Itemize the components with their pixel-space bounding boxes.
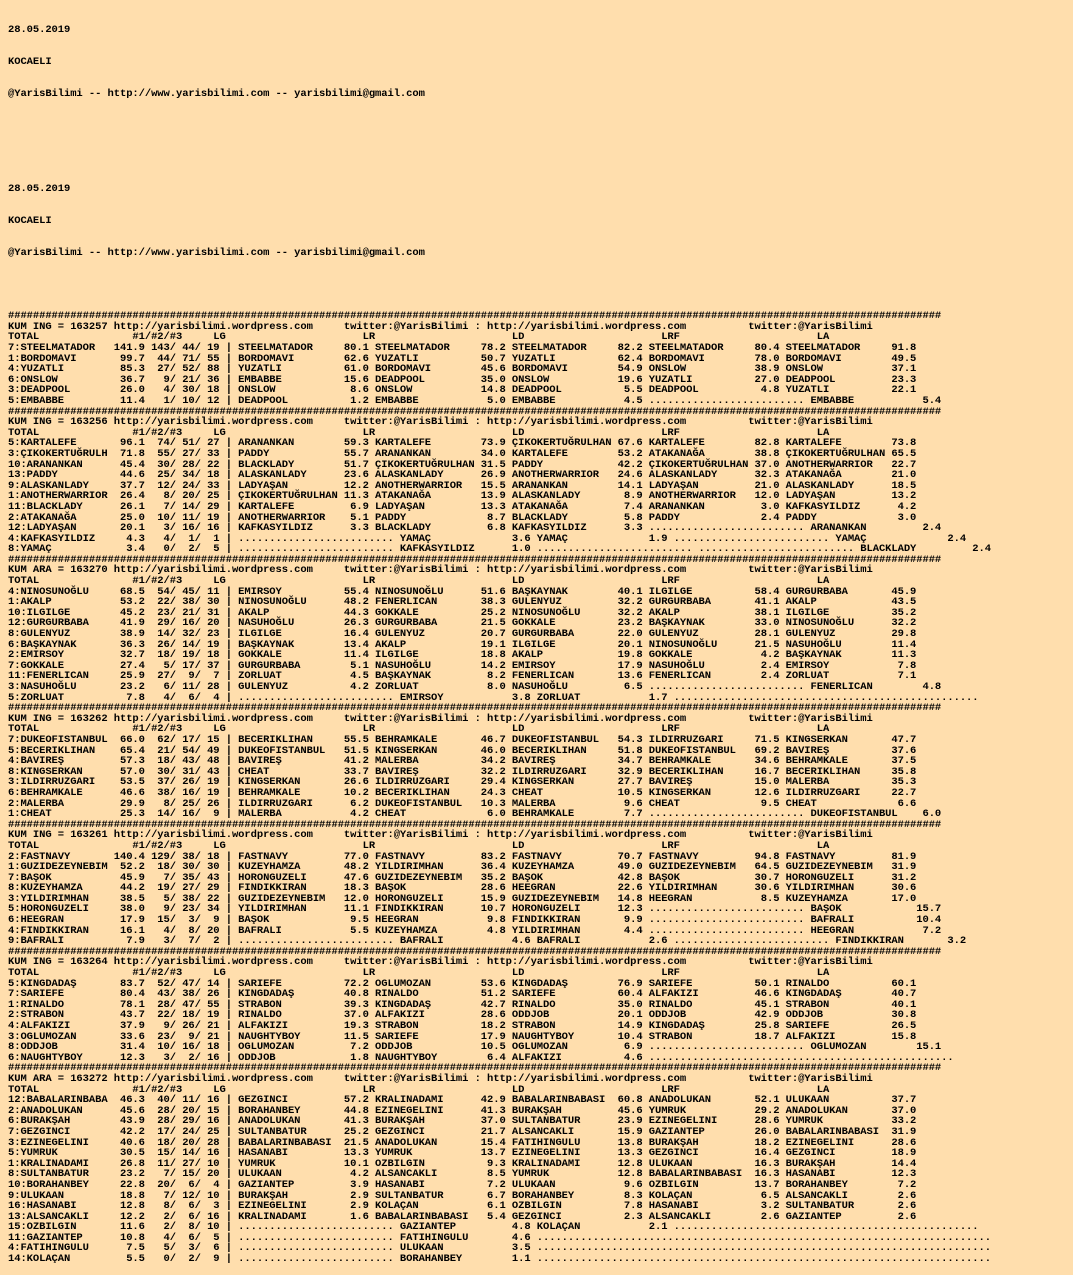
section-separator: ######################################################################################################################################################: [8, 1062, 942, 1075]
horse-row: 2:ATAKANAĞA 25.0 10/ 11/ 19 | ANOTHERWARRIOR 5.1 PADDY 8.7 BLACKLADY 5.8 PADDY 2.4 PADDY 3.0: [8, 511, 917, 524]
horse-row: 8:ODDJOB 31.4 10/ 16/ 18 | OGLUMOZAN 7.2 ODDJOB 10.5 OGLUMOZAN 6.9 ......................... OGLUMOZAN 15.1: [8, 1041, 942, 1054]
section-title: KUM ING = 163264 http://yarisbilimi.wordpress.com twitter:@YarisBilimi : http://yarisbilimi.wordpress.com twitter:@YarisBilimi: [8, 956, 873, 969]
horse-row: 7:GOKKALE 27.4 5/ 17/ 37 | GURGURBABA 5.1 NASUHOĞLU 14.2 EMIRSOY 17.9 NASUHOĞLU 2.4 EMIRSOY 7.8: [8, 659, 917, 672]
horse-row: 1:ANOTHERWARRIOR 26.4 8/ 20/ 25 | ÇIKOKERTUĞRULHAN 11.3 ATAKANAĞA 13.9 ALASKANLADY 8.9 ANOTHERWARRIOR 12.0 LADYAŞAN 13.2: [8, 490, 917, 503]
horse-row: 3:DEADPOOL 26.0 4/ 30/ 18 | ONSLOW 8.6 ONSLOW 14.8 DEADPOOL 5.5 DEADPOOL 4.8 YUZATLI 22.1: [8, 384, 917, 397]
horse-row: 14:KOLAÇAN 5.5 0/ 2/ 9 | ......................... BORAHANBEY 1.1 .........................................................................: [8, 1253, 991, 1266]
horse-row: 6:BURAKŞAH 43.9 28/ 29/ 16 | ANADOLUKAN 41.3 BURAKŞAH 37.0 SULTANBATUR 23.9 EZINEGELINI 28.6 YUMRUK 33.2: [8, 1115, 917, 1128]
race-section: [8, 311, 1073, 406]
horse-row: 5:EMBABBE 11.4 1/ 10/ 12 | DEADPOOL 1.2 EMBABBE 5.0 EMBABBE 4.5 ......................... EMBABBE 5.4: [8, 394, 942, 407]
horse-row: 13:ALSANCAKLI 12.2 2/ 6/ 16 | KRALINADAMI 1.6 BABALARINBABASI 5.4 GEZGINCI 2.3 ALSANCAKLI 2.6 GAZIANTEP 2.6: [8, 1210, 917, 1223]
horse-row: 13:PADDY 44.6 25/ 34/ 18 | ALASKANLADY 23.6 ALASKANLADY 26.9 ANOTHERWARRIOR 24.6 ALASKANLADY 32.3 ATAKANAĞA 21.0: [8, 469, 917, 482]
horse-row: 10:ARANANKAN 45.4 30/ 28/ 22 | BLACKLADY 51.7 ÇIKOKERTUĞRULHAN 31.5 PADDY 42.2 ÇIKOKERTUĞRULHAN 37.0 ANOTHERWARRIOR 22.7: [8, 458, 917, 471]
horse-row: 3:YILDIRIMHAN 38.5 5/ 38/ 22 | GUZIDEZEYNEBIM 12.0 HORONGUZELI 15.9 GUZIDEZEYNEBIM 14.8 HEEGRAN 8.5 KUZEYHAMZA 17.0: [8, 892, 917, 905]
horse-row: 8:GULENYUZ 38.9 14/ 32/ 23 | ILGILGE 16.4 GULENYUZ 20.7 GURGURBABA 22.0 GULENYUZ 28.1 GULENYUZ 29.8: [8, 628, 917, 641]
horse-row: 5:ZORLUAT 7.8 4/ 6/ 4 | ......................... EMIRSOY 3.8 ZORLUAT 1.7 .................................................: [8, 691, 979, 704]
report-date: 28.05.2019: [8, 24, 71, 37]
section-title: KUM ARA = 163272 http://yarisbilimi.wordpress.com twitter:@YarisBilimi : http://yarisbilimi.wordpress.com twitter:@YarisBilimi: [8, 1072, 873, 1085]
report-city: KOCAELI: [8, 55, 52, 68]
horse-row: 15:OZBILGIN 11.6 2/ 8/ 10 | ......................... GAZIANTEP 4.8 KOLAÇAN 2.1 .................................................: [8, 1221, 979, 1234]
horse-row: 16:HASANABI 12.8 8/ 6/ 3 | EZINEGELINI 2.9 KOLAÇAN 6.1 OZBILGIN 7.8 HASANABI 3.2 SULTANBATUR 2.6: [8, 1200, 917, 1213]
race-section: [8, 407, 1073, 555]
horse-row: 11:BLACKLADY 26.1 7/ 14/ 29 | KARTALEFE 6.9 LADYAŞAN 13.3 ATAKANAĞA 7.4 ARANANKAN 3.0 KAFKASYILDIZ 4.2: [8, 500, 917, 513]
horse-row: 12:BABALARINBABA 46.3 40/ 11/ 16 | GEZGINCI 57.2 KRALINADAMI 42.9 BABALARINBABASI 60.8 ANADOLUKAN 52.1 ULUKAAN 37.7: [8, 1094, 917, 1107]
race-section: [8, 1063, 1073, 1264]
section-title: KUM ING = 163261 http://yarisbilimi.wordpress.com twitter:@YarisBilimi : http://yarisbilimi.wordpress.com twitter:@YarisBilimi: [8, 829, 873, 842]
section-separator: ######################################################################################################################################################: [8, 553, 942, 566]
horse-row: 4:BAVIREŞ 57.3 18/ 43/ 48 | BAVIREŞ 41.2 MALERBA 34.2 BAVIREŞ 34.7 BEHRAMKALE 34.6 BEHRAMKALE 37.5: [8, 755, 917, 768]
horse-row: 7:SARIEFE 80.4 43/ 38/ 26 | KINGDADAŞ 40.8 RINALDO 51.2 SARIEFE 60.4 ALFAKIZI 46.6 KINGDADAŞ 40.7: [8, 988, 917, 1001]
horse-row: 6:NAUGHTYBOY 12.3 3/ 2/ 16 | ODDJOB 1.8 NAUGHTYBOY 6.4 ALFAKIZI 4.6 .................................................: [8, 1051, 954, 1064]
horse-row: 5:YUMRUK 30.5 15/ 14/ 16 | HASANABI 13.3 YUMRUK 13.7 EZINEGELINI 13.3 GEZGINCI 16.4 GEZGINCI 18.9: [8, 1147, 917, 1160]
column-header: TOTAL #1/#2/#3 LG LR LD LRF LA: [8, 839, 830, 852]
horse-row: 7:GEZGINCI 42.2 17/ 24/ 25 | SULTANBATUR 25.2 GEZGINCI 21.7 ALSANCAKLI 15.9 GAZIANTEP 26.0 BABALARINBABASI 31.9: [8, 1125, 917, 1138]
report-contact-repeat: @YarisBilimi -- http://www.yarisbilimi.com -- yarisbilimi@gmail.com: [8, 246, 425, 259]
section-separator: ######################################################################################################################################################: [8, 405, 942, 418]
horse-row: 6:BEHRAMKALE 46.6 38/ 16/ 19 | BEHRAMKALE 10.2 BECERIKLIHAN 24.3 CHEAT 10.5 KINGSERKAN 12.6 ILDIRRUZGARI 22.7: [8, 786, 917, 799]
horse-row: 2:EMIRSOY 32.7 18/ 19/ 18 | GOKKALE 11.4 ILGILGE 18.8 AKALP 19.8 GOKKALE 4.2 BAŞKAYNAK 11.3: [8, 649, 917, 662]
section-separator: ######################################################################################################################################################: [8, 702, 942, 715]
horse-row: 4:KAFKASYILDIZ 4.3 4/ 1/ 1 | ......................... YAMAÇ 3.6 YAMAÇ 1.9 ......................... YAMAÇ 2.4: [8, 532, 967, 545]
horse-row: 3:ILDIRRUZGARI 53.5 37/ 26/ 19 | KINGSERKAN 26.6 ILDIRRUZGARI 29.4 KINGSERKAN 27.7 BAVIREŞ 15.0 MALERBA 35.3: [8, 776, 917, 789]
horse-row: 2:FASTNAVY 140.4 129/ 38/ 18 | FASTNAVY 77.0 FASTNAVY 83.2 FASTNAVY 70.7 FASTNAVY 94.8 FASTNAVY 81.9: [8, 850, 917, 863]
horse-row: 5:HORONGUZELI 38.0 9/ 23/ 34 | YILDIRIMHAN 11.1 FINDIKKIRAN 10.7 HORONGUZELI 12.3 ......................... BAŞOK 15.7: [8, 903, 942, 916]
spacer: [8, 279, 1073, 290]
horse-row: 9:ALASKANLADY 37.7 12/ 24/ 33 | LADYAŞAN 12.2 ANOTHERWARRIOR 15.5 ARANANKAN 14.1 LADYAŞAN 21.0 ALASKANLADY 18.5: [8, 479, 917, 492]
horse-row: 1:CHEAT 25.3 14/ 16/ 9 | MALERBA 4.2 CHEAT 6.0 BEHRAMKALE 7.7 ......................... DUKEOFISTANBUL 6.0: [8, 808, 942, 821]
horse-row: 1:AKALP 53.2 22/ 38/ 30 | NINOSUNOĞLU 48.2 FENERLICAN 38.3 GULENYUZ 32.2 GURGURBABA 41.1 AKALP 43.5: [8, 596, 917, 609]
horse-row: 1:GUZIDEZEYNEBIM 52.2 18/ 30/ 30 | KUZEYHAMZA 48.2 YILDIRIMHAN 36.4 KUZEYHAMZA 49.0 GUZIDEZEYNEBIM 64.5 GUZIDEZEYNEBIM 31.9: [8, 861, 917, 874]
section-separator: ######################################################################################################################################################: [8, 310, 942, 323]
horse-row: 5:KARTALEFE 96.1 74/ 51/ 27 | ARANANKAN 59.3 KARTALEFE 73.9 ÇIKOKERTUĞRULHAN 67.6 KARTALEFE 82.8 KARTALEFE 73.8: [8, 437, 917, 450]
column-header: TOTAL #1/#2/#3 LG LR LD LRF LA: [8, 426, 830, 439]
race-section: [8, 703, 1073, 820]
horse-row: 5:BECERIKLIHAN 65.4 21/ 54/ 49 | DUKEOFISTANBUL 51.5 KINGSERKAN 46.0 BECERIKLIHAN 51.8 DUKEOFISTANBUL 69.2 BAVIREŞ 37.6: [8, 744, 917, 757]
horse-row: 8:SULTANBATUR 23.2 7/ 15/ 20 | ULUKAAN 4.2 ALSANCAKLI 8.5 YUMRUK 12.8 BABALARINBABASI 16.3 HASANABI 12.3: [8, 1168, 917, 1181]
column-header: TOTAL #1/#2/#3 LG LR LD LRF LA: [8, 575, 830, 588]
horse-row: 1:BORDOMAVI 99.7 44/ 71/ 55 | BORDOMAVI 62.6 YUZATLI 50.7 YUZATLI 62.4 BORDOMAVI 78.0 BORDOMAVI 49.5: [8, 352, 917, 365]
horse-row: 11:GAZIANTEP 10.8 4/ 6/ 5 | ......................... FATIHINGULU 4.6 .........................................................................: [8, 1231, 991, 1244]
race-section: [8, 947, 1073, 1064]
horse-row: 3:OGLUMOZAN 33.6 23/ 9/ 21 | NAUGHTYBOY 11.5 SARIEFE 17.9 NAUGHTYBOY 10.4 STRABON 18.7 ALFAKIZI 15.8: [8, 1030, 917, 1043]
horse-row: 6:HEEGRAN 17.9 15/ 3/ 9 | BAŞOK 9.5 HEEGRAN 9.8 FINDIKKIRAN 9.9 ......................... BAFRALI 10.4: [8, 914, 942, 927]
report-city-repeat: KOCAELI: [8, 214, 52, 227]
horse-row: 8:KUZEYHAMZA 44.2 19/ 27/ 29 | FINDIKKIRAN 18.3 BAŞOK 28.6 HEEGRAN 22.6 YILDIRIMHAN 30.6 YILDIRIMHAN 30.6: [8, 882, 917, 895]
horse-row: 1:KRALINADAMI 26.8 11/ 27/ 10 | YUMRUK 10.1 OZBILGIN 9.3 KRALINADAMI 12.8 ULUKAAN 16.3 BURAKŞAH 14.4: [8, 1157, 917, 1170]
horse-row: 3:EZINEGELINI 40.6 18/ 20/ 28 | BABALARINBABASI 21.5 ANADOLUKAN 15.4 FATIHINGULU 13.8 BURAKŞAH 18.2 EZINEGELINI 28.6: [8, 1136, 917, 1149]
race-section: [8, 820, 1073, 947]
section-title: KUM ARA = 163270 http://yarisbilimi.wordpress.com twitter:@YarisBilimi : http://yarisbilimi.wordpress.com twitter:@YarisBilimi: [8, 564, 873, 577]
horse-row: 2:MALERBA 29.9 8/ 25/ 26 | ILDIRRUZGARI 6.2 DUKEOFISTANBUL 10.3 MALERBA 9.6 CHEAT 9.5 CHEAT 6.6: [8, 797, 917, 810]
horse-row: 8:KINGSERKAN 57.0 30/ 31/ 43 | CHEAT 33.7 BAVIREŞ 32.2 ILDIRRUZGARI 32.9 BECERIKLIHAN 16.7 BECERIKLIHAN 35.8: [8, 765, 917, 778]
horse-row: 2:STRABON 43.7 22/ 18/ 19 | RINALDO 37.0 ALFAKIZI 28.6 ODDJOB 20.1 ODDJOB 42.9 ODDJOB 30.8: [8, 1009, 917, 1022]
horse-row: 9:ULUKAAN 18.8 7/ 12/ 10 | BURAKŞAH 2.9 SULTANBATUR 6.7 BORAHANBEY 8.3 KOLAÇAN 6.5 ALSANCAKLI 2.6: [8, 1189, 917, 1202]
column-header: TOTAL #1/#2/#3 LG LR LD LRF LA: [8, 723, 830, 736]
race-section: [8, 555, 1073, 703]
horse-row: 10:BORAHANBEY 22.8 20/ 6/ 4 | GAZIANTEP 3.9 HASANABI 7.2 ULUKAAN 9.6 OZBILGIN 13.7 BORAHANBEY 7.2: [8, 1178, 917, 1191]
spacer: [8, 121, 1073, 132]
horse-row: 5:KINGDADAŞ 83.7 52/ 47/ 14 | SARIEFE 72.2 OGLUMOZAN 53.6 KINGDADAŞ 76.9 SARIEFE 50.1 RINALDO 60.1: [8, 977, 917, 990]
horse-row: 4:NINOSUNOĞLU 68.5 54/ 45/ 11 | EMIRSOY 55.4 NINOSUNOĞLU 51.6 BAŞKAYNAK 40.1 ILGILGE 58.4 GURGURBABA 45.9: [8, 585, 917, 598]
horse-row: 7:BAŞOK 45.9 7/ 35/ 43 | HORONGUZELI 47.6 GUZIDEZEYNEBIM 35.2 BAŞOK 42.8 BAŞOK 30.7 HORONGUZELI 31.2: [8, 871, 917, 884]
horse-row: 12:LADYAŞAN 20.1 3/ 16/ 16 | KAFKASYILDIZ 3.3 BLACKLADY 6.8 KAFKASYILDIZ 3.3 ......................... ARANANKAN 2.4: [8, 522, 942, 535]
section-title: KUM ING = 163262 http://yarisbilimi.wordpress.com twitter:@YarisBilimi : http://yarisbilimi.wordpress.com twitter:@YarisBilimi: [8, 712, 873, 725]
section-title: KUM ING = 163256 http://yarisbilimi.wordpress.com twitter:@YarisBilimi : http://yarisbilimi.wordpress.com twitter:@YarisBilimi: [8, 416, 873, 429]
horse-row: 1:RINALDO 78.1 28/ 47/ 55 | STRABON 39.3 KINGDADAŞ 42.7 RINALDO 35.0 RINALDO 45.1 STRABON 40.1: [8, 998, 917, 1011]
report-contact: @YarisBilimi -- http://www.yarisbilimi.com -- yarisbilimi@gmail.com: [8, 87, 425, 100]
section-separator: ######################################################################################################################################################: [8, 945, 942, 958]
column-header: TOTAL #1/#2/#3 LG LR LD LRF LA: [8, 967, 830, 980]
horse-row: 3:ÇIKOKERTUĞRULH 71.8 55/ 27/ 33 | PADDY 55.7 ARANANKAN 34.0 KARTALEFE 53.2 ATAKANAĞA 38.8 ÇIKOKERTUĞRULHAN 65.5: [8, 447, 917, 460]
horse-row: 2:ANADOLUKAN 45.6 28/ 20/ 15 | BORAHANBEY 44.8 EZINEGELINI 41.3 BURAKŞAH 45.6 YUMRUK 29.2 ANADOLUKAN 37.0: [8, 1104, 917, 1117]
section-title: KUM ING = 163257 http://yarisbilimi.wordpress.com twitter:@YarisBilimi : http://yarisbilimi.wordpress.com twitter:@YarisBilimi: [8, 320, 873, 333]
horse-row: 12:GURGURBABA 41.9 29/ 16/ 20 | NASUHOĞLU 26.3 GURGURBABA 21.5 GOKKALE 23.2 BAŞKAYNAK 33.0 NINOSUNOĞLU 32.2: [8, 617, 917, 630]
horse-row: 3:NASUHOĞLU 23.2 6/ 11/ 28 | GULENYUZ 4.2 ZORLUAT 8.0 NASUHOĞLU 6.5 ......................... FENERLICAN 4.8: [8, 681, 942, 693]
section-separator: ######################################################################################################################################################: [8, 818, 942, 831]
horse-row: 10:ILGILGE 45.2 23/ 21/ 31 | AKALP 44.3 GOKKALE 25.2 NINOSUNOĞLU 32.2 AKALP 38.1 ILGILGE 35.2: [8, 606, 917, 619]
horse-row: 6:BAŞKAYNAK 36.3 26/ 14/ 19 | BAŞKAYNAK 13.4 AKALP 19.1 ILGILGE 20.1 NINOSUNOĞLU 21.5 NASUHOĞLU 11.4: [8, 638, 917, 651]
horse-row: 7:STEELMATADOR 141.9 143/ 44/ 19 | STEELMATADOR 80.1 STEELMATADOR 78.2 STEELMATADOR 82.2 STEELMATADOR 80.4 STEELMATADOR 91.8: [8, 342, 917, 354]
horse-row: 4:ALFAKIZI 37.9 9/ 26/ 21 | ALFAKIZI 19.3 STRABON 18.2 STRABON 14.9 KINGDADAŞ 25.8 SARIEFE 26.5: [8, 1020, 917, 1032]
horse-row: 7:DUKEOFISTANBUL 66.0 62/ 17/ 15 | BECERIKLIHAN 55.5 BEHRAMKALE 46.7 DUKEOFISTANBUL 54.3 ILDIRRUZGARI 71.5 KINGSERKAN 47.7: [8, 733, 917, 746]
horse-row: 4:FATIHINGULU 7.5 5/ 3/ 6 | ......................... ULUKAAN 3.5 .........................................................................: [8, 1242, 991, 1255]
column-header: TOTAL #1/#2/#3 LG LR LD LRF LA: [8, 1083, 830, 1096]
horse-row: 4:FINDIKKIRAN 16.1 4/ 8/ 20 | BAFRALI 5.5 KUZEYHAMZA 4.8 YILDIRIMHAN 4.4 ......................... HEEGRAN 7.2: [8, 924, 942, 937]
column-header: TOTAL #1/#2/#3 LG LR LD LRF LA: [8, 331, 830, 344]
horse-row: 6:ONSLOW 36.7 9/ 21/ 36 | EMBABBE 15.6 DEADPOOL 35.0 ONSLOW 19.6 YUZATLI 27.0 DEADPOOL 23.3: [8, 373, 917, 386]
horse-row: 9:BAFRALI 7.9 3/ 7/ 2 | ......................... BAFRALI 4.6 BAFRALI 2.6 ......................... FINDIKKIRAN 3.2: [8, 935, 967, 948]
race-sections: [8, 311, 1073, 1264]
horse-row: 4:YUZATLI 85.3 27/ 52/ 88 | YUZATLI 61.0 BORDOMAVI 45.6 BORDOMAVI 54.9 ONSLOW 38.9 ONSLOW 37.1: [8, 363, 917, 376]
horse-row: 11:FENERLICAN 25.9 27/ 9/ 7 | ZORLUAT 4.5 BAŞKAYNAK 8.2 FENERLICAN 13.6 FENERLICAN 2.4 ZORLUAT 7.1: [8, 670, 917, 683]
horse-row: 8:YAMAÇ 3.4 0/ 2/ 5 | ......................... KAFKASYILDIZ 1.0 ......................... ......................... BLACKLADY 2.4: [8, 543, 991, 556]
spacer: [8, 152, 1073, 163]
report-date-repeat: 28.05.2019: [8, 183, 71, 196]
